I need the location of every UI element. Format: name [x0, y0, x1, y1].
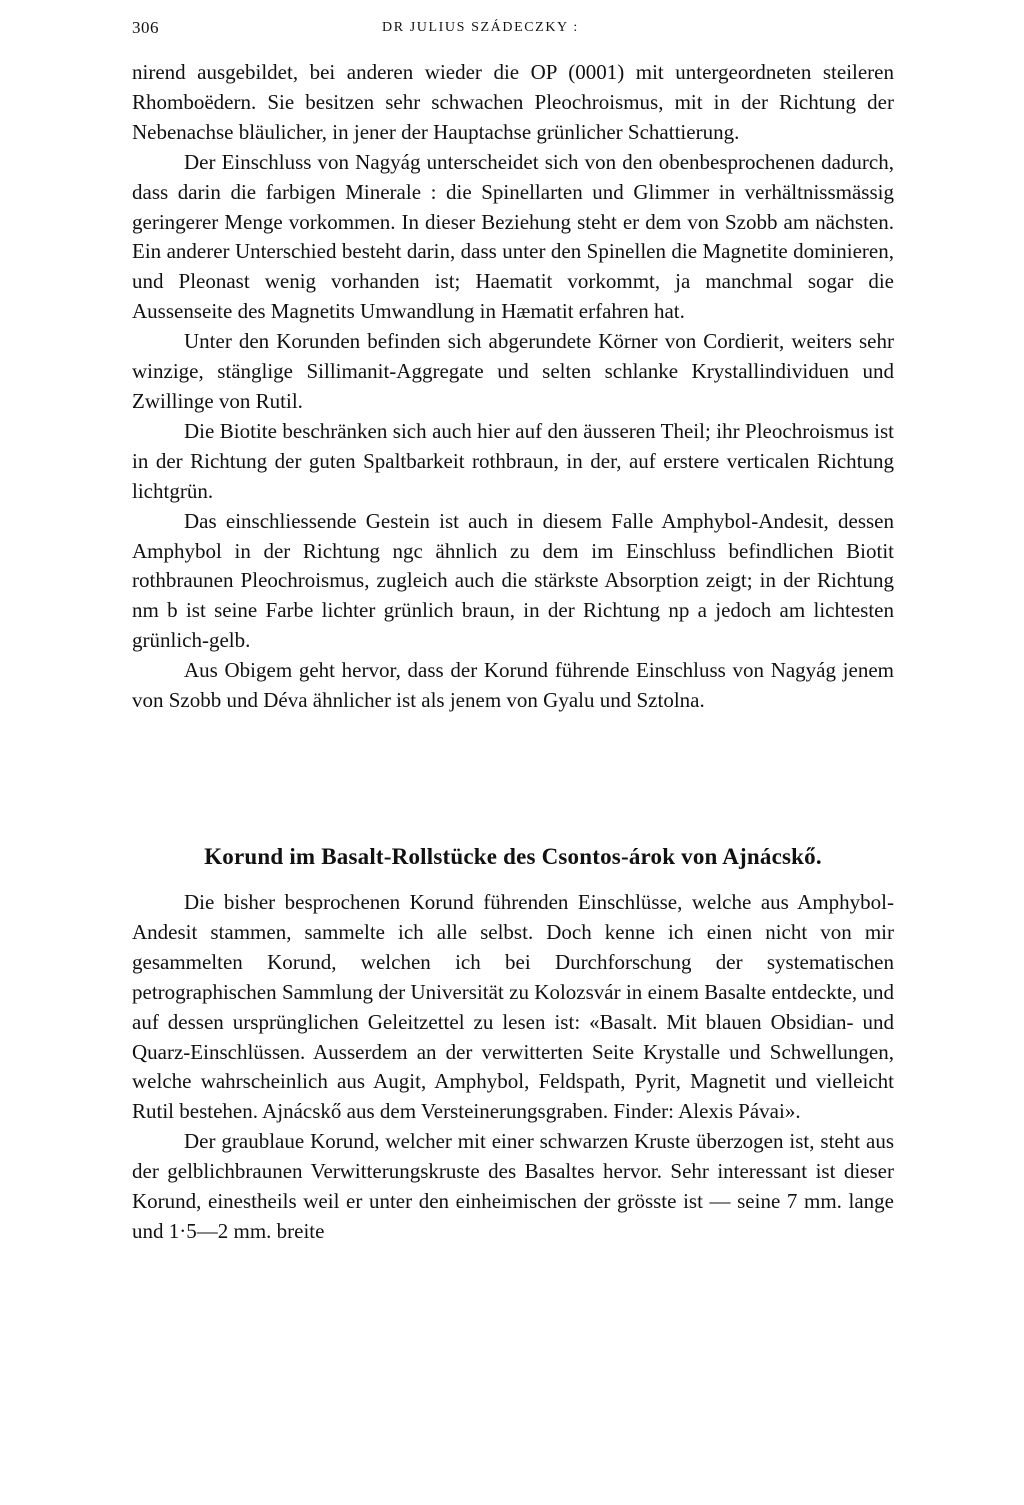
paragraph: Die Biotite beschränken sich auch hier auf den äusseren Theil; ihr Pleochroismus ist in der Richtung der guten Spaltbarkeit rothbraun, in der, auf erstere verticalen Richtung lichtgrün. — [132, 418, 894, 503]
paragraph: Das einschliessende Gestein ist auch in diesem Falle Amphybol-Andesit, dessen Amphybol in der Richtung ngc ähnlich zu dem im Einschluss befindlichen Biotit rothbraunen Pleochroismus, zugleich auch die stärkste Absorption zeigt; in der Richtung nm b ist seine Farbe lichter grünlich braun, in der Richtung np a jedoch am lichtesten grünlich-gelb. — [132, 508, 894, 653]
paragraph: Der Einschluss von Nagyág unterscheidet sich von den obenbesprochenen dadurch, dass darin die farbigen Minerale : die Spinellarten und Glimmer in verhältnissmässig geringerer Menge vorkommen. In dieser Beziehung steht er dem von Szobb am nächsten. Ein anderer Unterschied besteht darin, dass unter den Spinellen die Magnetite dominieren, und Pleonast wenig vorhanden ist; Haematit vorkommt, ja manchmal sogar die Aussenseite des Magnetits Umwandlung in Hæmatit erfahren hat. — [132, 149, 894, 324]
paragraph: Die bisher besprochenen Korund führenden Einschlüsse, welche aus Amphybol-Andesit stammen, sammelte ich alle selbst. Doch kenne ich einen nicht von mir gesammelten Korund, welchen ich bei Durchforschung der systematischen petrographischen Sammlung der Universität zu Kolozsvár in einem Basalte entdeckte, und auf dessen ursprünglichen Geleitzettel zu lesen ist: «Basalt. Mit blauen Obsidian- und Quarz-Einschlüssen. Ausserdem an der verwitterten Seite Krystalle und Schwellungen, welche wahrscheinlich aus Augit, Amphybol, Feldspath, Pyrit, Magnetit und vielleicht Rutil bestehen. Ajnácskő aus dem Versteinerungsgraben. Finder: Alexis Pávai». — [132, 890, 894, 1124]
section-title: Korund im Basalt-Rollstücke des Csontos-árok von Ajnácskő. — [204, 844, 822, 869]
paragraph: Der graublaue Korund, welcher mit einer schwarzen Kruste überzogen ist, steht aus der gelblichbraunen Verwitterungskruste des Basaltes hervor. Sehr interessant ist dieser Korund, einestheils weil er unter den einheimischen der grösste ist — seine 7 mm. lange und 1·5—2 mm. breite — [132, 1129, 894, 1243]
paragraph: Aus Obigem geht hervor, dass der Korund führende Einschluss von Nagyág jenem von Szobb und Déva ähnlicher ist als jenem von Gyalu und Sztolna. — [132, 658, 894, 713]
paragraph: nirend ausgebildet, bei anderen wieder die OP (0001) mit untergeordneten steileren Rhomboëdern. Sie besitzen sehr schwachen Pleochroismus, mit in der Richtung der Nebenachse bläulicher, in jener der Hauptachse grünlicher Schattierung. — [132, 60, 894, 144]
body-text-lower — [132, 888, 894, 1247]
page-number: 306 — [132, 18, 159, 37]
body-text-upper — [132, 58, 894, 716]
page-header — [132, 18, 892, 44]
paragraph: Unter den Korunden befinden sich abgerundete Körner von Cordierit, weiters sehr winzige, stänglige Sillimanit-Aggregate und selten schlanke Krystallindividuen und Zwillinge von Rutil. — [132, 329, 894, 413]
running-head: DR JULIUS SZÁDECZKY : — [382, 20, 579, 35]
